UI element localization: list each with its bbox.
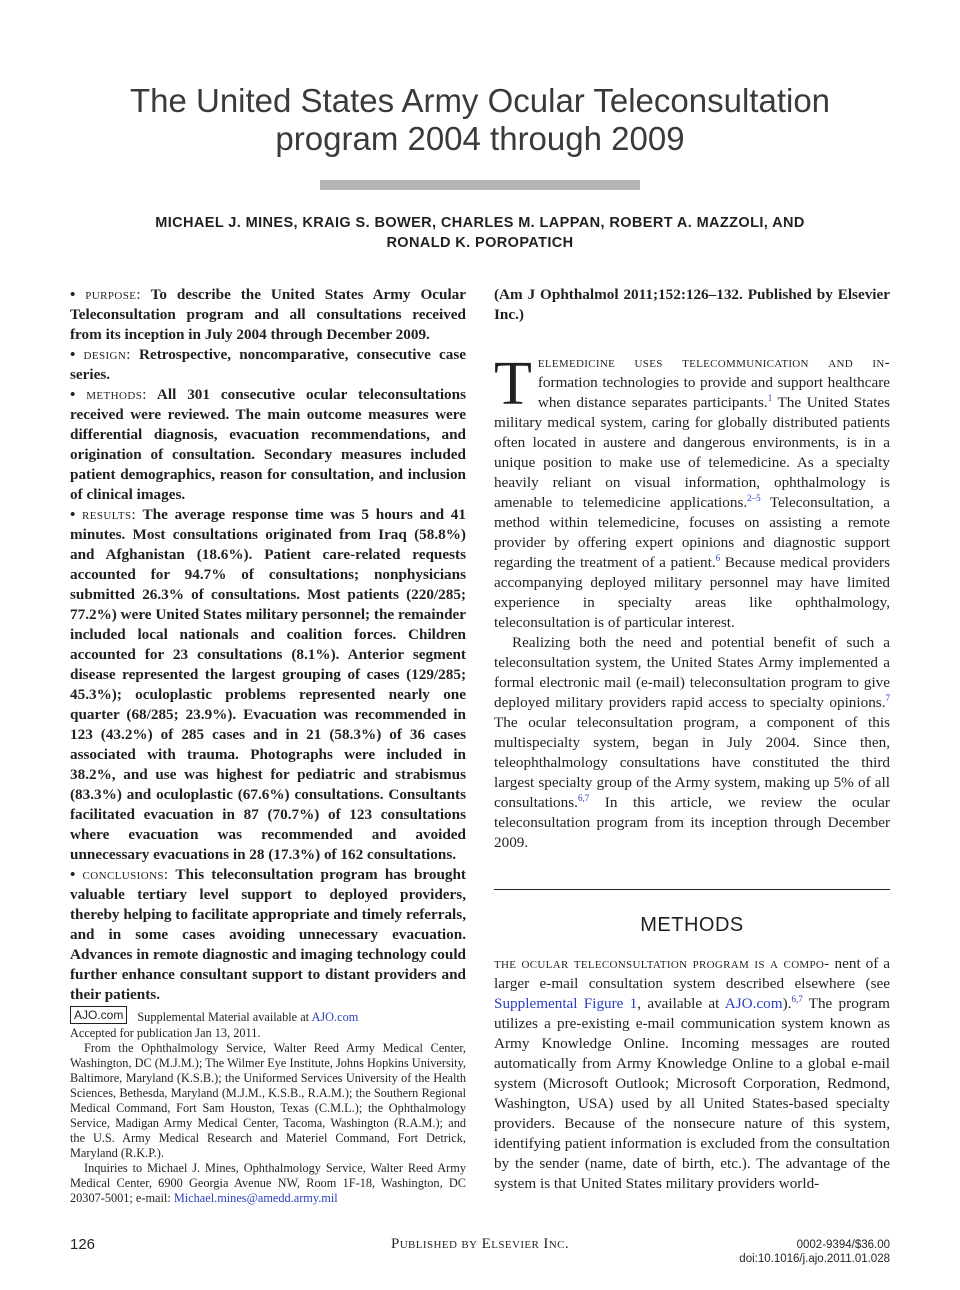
methods-text-d: The program utilizes a pre-existing e-mail communication system known as Army Knowledge Online. Incoming messages are routed automatically from Army Knowledge Online to a global e-mail system (Microsoft Outlook; Microsoft Corporation, Redmond, Washington, USA) used by all United States-based specialty providers. Because of the nonsecure nature of this system, identifying patient information is excluded from the consultation by the sender (name, date of birth, etc.). The advantage of the system is that United States military providers world- — [494, 995, 890, 1192]
intro-text-b: The United States military medical system, caring for globally distributed patients often located in austere and dangerous environments, is in a unique position to make use of telemedicine. As a specialty heavily reliant on visual information, ophthalmology is amenable to telemedicine applications. — [494, 394, 890, 511]
bullet-icon: • — [70, 506, 76, 523]
methods-heading: METHODS — [640, 914, 744, 936]
methods-text-b: , available at — [637, 995, 725, 1012]
design-label: design: — [83, 347, 131, 363]
section-divider — [494, 889, 890, 890]
ref-3[interactable]: 6 — [715, 552, 721, 563]
intro-text-c: Teleconsultation, a method within telemedicine, focuses on assisting a remote provider by offering expert opinions and diagnostic support regarding the treatment of a patient. — [494, 494, 891, 571]
affiliations: From the Ophthalmology Service, Walter Reed Army Medical Center, Washington, DC (M.J.M.); The Wilmer Eye Institute, Johns Hopkins University, Baltimore, Maryland (K.S.B.); the Uniformed Services University of the Health Sciences, Bethesda, Maryland (M.J.M., K.S.B., R.A.M.); the Southern Regional Medical Command, Fort Sam Houston, Texas (C.M.L.); the Ophthalmology Service, Madigan Army Medical Center, Tacoma, Washington (R.A.M.); and the U.S. Army Medical Research and Materiel Command, Fort Detrick, Maryland (R.K.P.). — [70, 1041, 466, 1160]
ref-2[interactable]: 2–5 — [747, 492, 761, 503]
methods-paragraph — [494, 954, 890, 1194]
intro2-text-c: In this article, we review the ocular teleconsultation program from its inception through December 2009. — [494, 794, 890, 851]
ajo-link[interactable]: AJO.com — [724, 995, 783, 1012]
abstract-column — [70, 285, 466, 1005]
supplemental-link[interactable]: AJO.com — [311, 1010, 359, 1024]
supplemental-text: Supplemental Material available at — [137, 1010, 312, 1024]
abstract-results — [70, 505, 466, 865]
bullet-icon: • — [70, 866, 76, 883]
price-code: 0002-9394/$36.00 — [796, 1239, 890, 1251]
conclusions-label: conclusions: — [82, 867, 169, 883]
bullet-icon: • — [70, 386, 76, 403]
conclusions-text: This teleconsultation program has brought valuable tertiary level support to deployed providers, thereby helping to facilitate appropriate and timely referrals, and in some cases avoiding unnecessary evacuation. Advances in remote diagnostic and imaging technology could further enhance consultant support to distant providers and their patients. — [70, 866, 466, 1003]
bullet-icon: • — [70, 286, 76, 303]
ref-5[interactable]: 6,7 — [577, 792, 590, 803]
issn-doi — [739, 1238, 890, 1266]
methods-lead: the ocular teleconsultation program is a compo- — [494, 955, 830, 972]
dropcap: T — [494, 350, 532, 418]
article-title — [60, 82, 900, 158]
footnotes — [70, 1008, 466, 1206]
intro-paragraph-1 — [494, 350, 891, 633]
intro-text-a: formation technologies to provide and support healthcare when distance separates participants. — [537, 374, 890, 411]
supplemental-figure-link[interactable]: Supplemental Figure 1 — [494, 995, 638, 1012]
intro-lead: elemedicine uses telecommunication and in- — [537, 354, 890, 371]
accepted-date: Accepted for publication Jan 13, 2011. — [70, 1026, 261, 1040]
intro-paragraph-2 — [494, 633, 890, 853]
ref-4[interactable]: 7 — [885, 692, 890, 703]
authors-line-2: RONALD K. POROPATICH — [386, 235, 574, 251]
ref-1[interactable]: 1 — [767, 392, 773, 403]
page-number: 126 — [70, 1236, 96, 1253]
results-label: results: — [82, 507, 137, 523]
author-list — [80, 213, 880, 253]
title-divider — [320, 180, 640, 190]
methods-section — [494, 954, 890, 1194]
intro2-text-a: Realizing both the need and potential benefit of such a teleconsultation system, the United States Army implemented a formal electronic mail (e-mail) teleconsultation program to give deployed military providers rapid access to specialty opinions. — [494, 634, 890, 711]
bullet-icon: • — [70, 346, 76, 363]
supplemental-note — [70, 1008, 466, 1026]
methods-text-c: ). — [782, 995, 792, 1012]
purpose-text: To describe the United States Army Ocular Teleconsultation program and all consultations received from its inception in July 2004 through December 2009. — [70, 286, 467, 343]
ref-6[interactable]: 6,7 — [791, 993, 803, 1004]
intro-text-d: Because medical providers accompanying deployed military personnel may have limited experience in specialty areas like ophthalmology, teleconsultation is of particular interest. — [494, 554, 891, 631]
abstract-purpose — [70, 285, 466, 345]
authors-line-1: MICHAEL J. MINES, KRAIG S. BOWER, CHARLES M. LAPPAN, ROBERT A. MAZZOLI, AND — [155, 215, 805, 231]
abstract-methods — [70, 385, 466, 505]
publisher-footer: Published by Elsevier Inc. — [390, 1236, 570, 1252]
methods-text-a: nent of a larger e-mail consultation system described elsewhere (see — [494, 955, 890, 992]
doi: doi:10.1016/j.ajo.2011.01.028 — [739, 1253, 890, 1265]
abstract-design — [70, 345, 466, 385]
email-link[interactable]: Michael.mines@amedd.army.mil — [173, 1191, 338, 1205]
methods-text: All 301 consecutive ocular teleconsultations received were reviewed. The main outcome measures were differential diagnosis, evacuation recommendations, and origination of consultation. Secondary measures included patient demographics, reason for consultation, and inclusion of clinical images. — [70, 386, 466, 503]
intro2-text-b: The ocular teleconsultation program, a component of this multispecialty system, began in July 2004. Since then, teleophthalmology consultations have constituted the third largest specialty group of the Army system, making up 5% of all consultations. — [494, 714, 890, 811]
intro-column — [494, 285, 890, 853]
citation: (Am J Ophthalmol 2011;152:126–132. Published by Elsevier Inc.) — [494, 286, 890, 323]
results-text: The average response time was 5 hours and 41 minutes. Most consultations originated from Iraq (58.8%) and Afghanistan (18.6%). Patient care-related requests accounted for 94.7% of consultations; nonphysicians submitted 26.3% of consultations. Most patients (220/285; 77.2%) were United States military personnel; the remainder included local nationals and coalition forces. Children accounted for 23 consultations (8.1%). Anterior segment disease represented the largest grouping of cases (129/285; 45.3%); oculoplastic problems represented nearly one quarter (68/285; 23.9%). Evacuation was recommended in 123 (43.2%) of 285 cases and in 21 (58.3%) of 36 cases associated with trauma. Photographs were included in 38.2%, and use was highest for pediatric and strabismus (83.3%) and oculoplastic (67.6%) consultations. Consultants facilitated evacuation in 87 (70.7%) of 123 consultations where evacuation was recommended and avoided unnecessary evacuations in 28 (17.3%) of 162 consultations. — [70, 506, 466, 863]
title-line-1: The United States Army Ocular Teleconsultation — [129, 82, 831, 119]
title-line-2: program 2004 through 2009 — [275, 120, 685, 157]
design-text: Retrospective, noncomparative, consecutive case series. — [70, 346, 467, 383]
methods-label: methods: — [86, 387, 147, 403]
ajo-logo: AJO.com — [70, 1006, 127, 1024]
inquiries-text: Inquiries to Michael J. Mines, Ophthalmology Service, Walter Reed Army Medical Center, 6900 Georgia Avenue NW, Room 1F-18, Washington, DC 20307-5001; e-mail: — [70, 1161, 466, 1205]
abstract-conclusions — [70, 865, 466, 1005]
correspondence — [70, 1161, 466, 1206]
purpose-label: purpose: — [85, 287, 141, 303]
